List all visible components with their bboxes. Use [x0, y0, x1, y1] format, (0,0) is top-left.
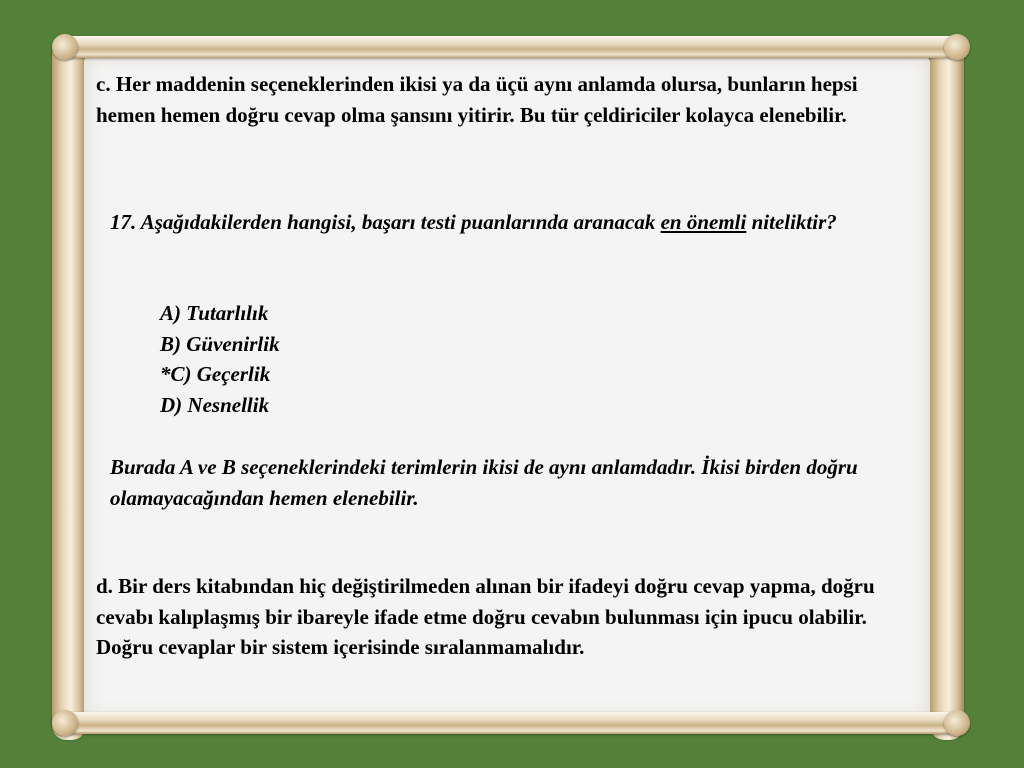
- answer-options: [160, 298, 560, 420]
- option-a: A) Tutarlılık: [160, 301, 269, 325]
- option-d: D) Nesnellik: [160, 392, 270, 417]
- option-b: B) Güvenirlik: [160, 331, 280, 356]
- scroll-corner-bottom-left: [52, 710, 78, 736]
- question-emphasis: en önemli: [660, 210, 747, 234]
- scroll-left-roll: [52, 40, 86, 740]
- scroll-bottom-roll: [56, 712, 966, 734]
- paragraph-d: d. Bir ders kitabından hiç değiştirilmeden alınan bir ifadeyi doğru cevap yapma, doğru cevabı kalıplaşmış bir ibareyle ifade etme doğru cevabın bulunması için ipucu olabilir. Doğru cevaplar bir sistem içerisinde sıralanmamalıdır.: [96, 574, 875, 659]
- question-17: [110, 207, 910, 238]
- scroll-corner-top-left: [52, 34, 78, 60]
- scroll-corner-bottom-right: [944, 710, 970, 736]
- question-prefix: 17. Aşağıdakilerden hangisi, başarı testi puanlarında aranacak: [110, 210, 661, 234]
- option-c: *C) Geçerlik: [160, 362, 271, 386]
- explanation: Burada A ve B seçeneklerindeki terimlerin ikisi de aynı anlamdadır. İkisi birden doğru olamayacağından hemen elenebilir.: [110, 455, 858, 510]
- question-suffix: niteliktir?: [746, 210, 837, 234]
- scroll-corner-top-right: [944, 34, 970, 60]
- scroll-top-roll: [56, 36, 966, 58]
- paragraph-c: c. Her maddenin seçeneklerinden ikisi ya da üçü aynı anlamda olursa, bunların hepsi hemen hemen doğru cevap olma şansını yitirir. Bu tür çeldiriciler kolayca elenebilir.: [96, 72, 858, 127]
- scroll-right-roll: [930, 40, 964, 740]
